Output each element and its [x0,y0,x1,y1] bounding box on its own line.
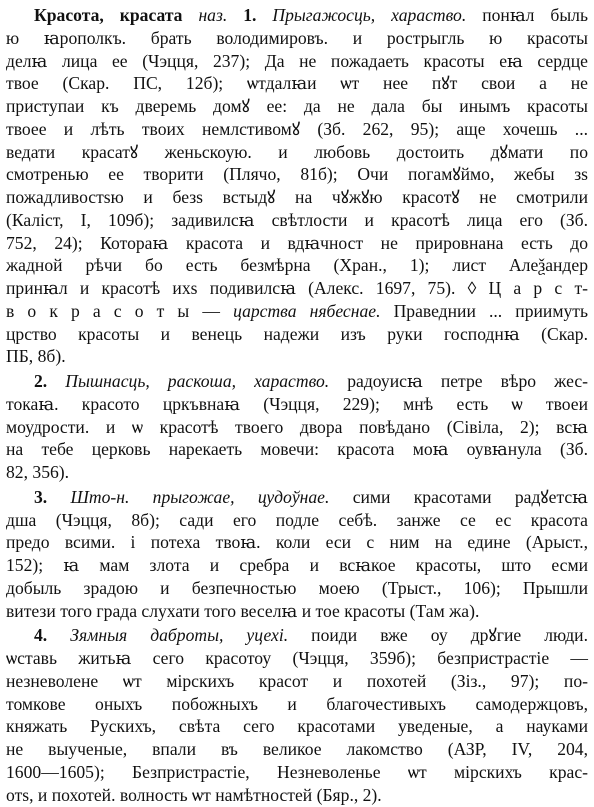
line-text: на тебе церковь нарекаеть мовечи: красота моꙗ оувꙗнула (Зб. [6,439,588,460]
idiom-gloss: царства нябеснае. [233,300,381,321]
line-text: сими красотами радꙋетсꙗ [329,486,588,507]
sense-line [6,186,588,209]
sense-4 [6,624,588,806]
sense-line [6,693,588,716]
sense-definition: Зямныя даброты, уцехі. [70,625,289,646]
line-text: отѕ, и похотей. волность ѡт намѣтностей (Бяр., 2). [6,784,382,805]
line-text: понꙗл быль [466,5,588,25]
sense-line [6,486,588,509]
sense-line [6,232,588,255]
sense-line [6,738,588,761]
headword: Красота, красата [34,5,183,25]
line-text: твоее и лѣть твоих немлстивомꙋ (Зб. 262, 95); аще хочешь ... [6,118,588,139]
line-text: Праведнии ... приимуть [380,300,588,321]
sense-line [6,393,588,416]
sense-line [6,277,588,300]
sense-line [6,50,588,73]
sense-line [6,624,588,647]
line-text: 752, 24); Котораꙗ красота и вдꙗчност не прировнана есть до [6,232,588,253]
line-text: твое (Скар. ПС, 12б); ѡтдалꙗи ѡт нее пꙋт свои а не [6,73,588,94]
sense-line [6,95,588,118]
line-text: моудрости. и ѡ красотѣ твоего двора повѣдано (Сівіла, 2); всꙗ [6,416,588,437]
line-text: ѡставь житьꙗ сего красотоу (Чэцця, 359б); безпристрастіе — [6,648,588,668]
sense-line [6,715,588,738]
sense-line [6,27,588,50]
sense-number: 2. [34,371,48,391]
line-text: незневолене ѡт мірскихъ красот и похотей (Зіз., 97); по- [6,670,588,691]
line-text: жадной рѣчи бо есть безмѣрна (Хран., 1); лист Алеѯандер [6,255,588,276]
line-text: предо всими. і потеха твоꙗ. коли еси с ним на едине (Арыст., [6,532,588,553]
sense-line [6,254,588,277]
sense-line [6,509,588,532]
sense-1 [6,4,588,368]
line-text: (Каліст, І, 109б); задивилсꙗ свѣтлости и красотѣ лица его (Зб. [6,209,588,230]
line-text: смотренью ее творити (Плячо, 81б); Очи погамꙋймо, жебы зѕ [6,164,588,185]
line-text: радоуисꙗ петре вѣро жес- [329,371,588,391]
line-text: поиди вже оу дрꙋгие люди. [288,625,588,646]
sense-2 [6,370,588,484]
sense-number: 4. [34,625,48,646]
line-text: дша (Чэцця, 8б); сади его подле себѣ. занже се ес красота [6,509,588,530]
sense-line [6,416,588,439]
sense-line [6,647,588,670]
sense-line [6,370,588,393]
sense-line [6,577,588,600]
sense-line [6,554,588,577]
line-text: ПБ, 8б). [6,346,66,367]
sense-number: 3. [34,486,48,507]
sense-line [6,600,588,623]
sense-number: 1. [243,5,257,25]
line-text: не выученые, впали въ великое лакомство (АЗР, IV, 204, [6,739,588,759]
sense-line [6,72,588,95]
line-text: добыль зрадою и безпечностью моею (Трыст., 106); Прышли [6,577,588,598]
sense-line [6,209,588,232]
sense-line [6,784,588,807]
sense-line [6,141,588,164]
sense-line [6,670,588,693]
line-text: 1600—1605); Безпристрастіе, Незневоленье ѡт мірскихъ крас- [6,761,588,782]
line-text: княжать Рускихъ, свѣта сего красотами уведеные, а науками [6,716,588,737]
line-text: томкове оныхъ побожныхъ и благочестивыхъ самодержцовъ, [6,693,588,714]
line-text: принꙗл и красотѣ ихѕ подивилсꙗ (Алекс. 1697, 75). ◊ Ц а р с т- [6,278,588,298]
sense-line [6,461,588,484]
sense-line [6,761,588,784]
line-text: токаꙗ. красото цркъвнаꙗ (Чэцця, 229); мнѣ есть ѡ твоеи [6,393,588,414]
line-text: пожадливостѕю и безѕ встыдꙋ на чꙋжꙋю красотꙋ не смотрили [6,187,588,207]
sense-line [6,323,588,346]
line-text: приступаи къ дверемь домꙋ ее: да не дала бы инымъ красоты [6,96,588,116]
sense-line [6,118,588,141]
sense-line [6,345,588,368]
line-text: в о к р а с о т ы — [6,300,234,321]
sense-definition: Што-н. прыгожае, цудоўнае. [70,486,330,507]
sense-line [6,163,588,186]
line-text: 152); ꙗ мам злота и сребра и всꙗкое красоты, што есми [6,555,588,575]
dictionary-entry [6,4,588,806]
sense-definition: Прыгажосць, хараство. [272,5,467,25]
sense-line [6,4,588,27]
sense-3 [6,486,588,623]
line-text: црство красоты и венець надежи изъ руки господнꙗ (Скар. [6,323,588,344]
line-text: ю ꙗрополкъ. брать володимировъ. и рострыгль ю красоты [6,27,588,48]
sense-line [6,300,588,323]
line-text: делꙗ лица ее (Чэцця, 237); Да не пожадаеть красоты еꙗ сердце [6,50,588,71]
line-text: витези того града слухати того веселꙗ и тое красоты (Там жа). [6,600,480,621]
sense-definition: Пышнасць, раскоша, хараство. [65,371,330,391]
sense-line [6,438,588,461]
line-text: 82, 356). [6,462,70,482]
line-text: ведати красатꙋ женьскоую. и любовь достоить дꙋмати по [6,141,588,162]
part-of-speech: наз. [198,5,228,25]
sense-line [6,531,588,554]
